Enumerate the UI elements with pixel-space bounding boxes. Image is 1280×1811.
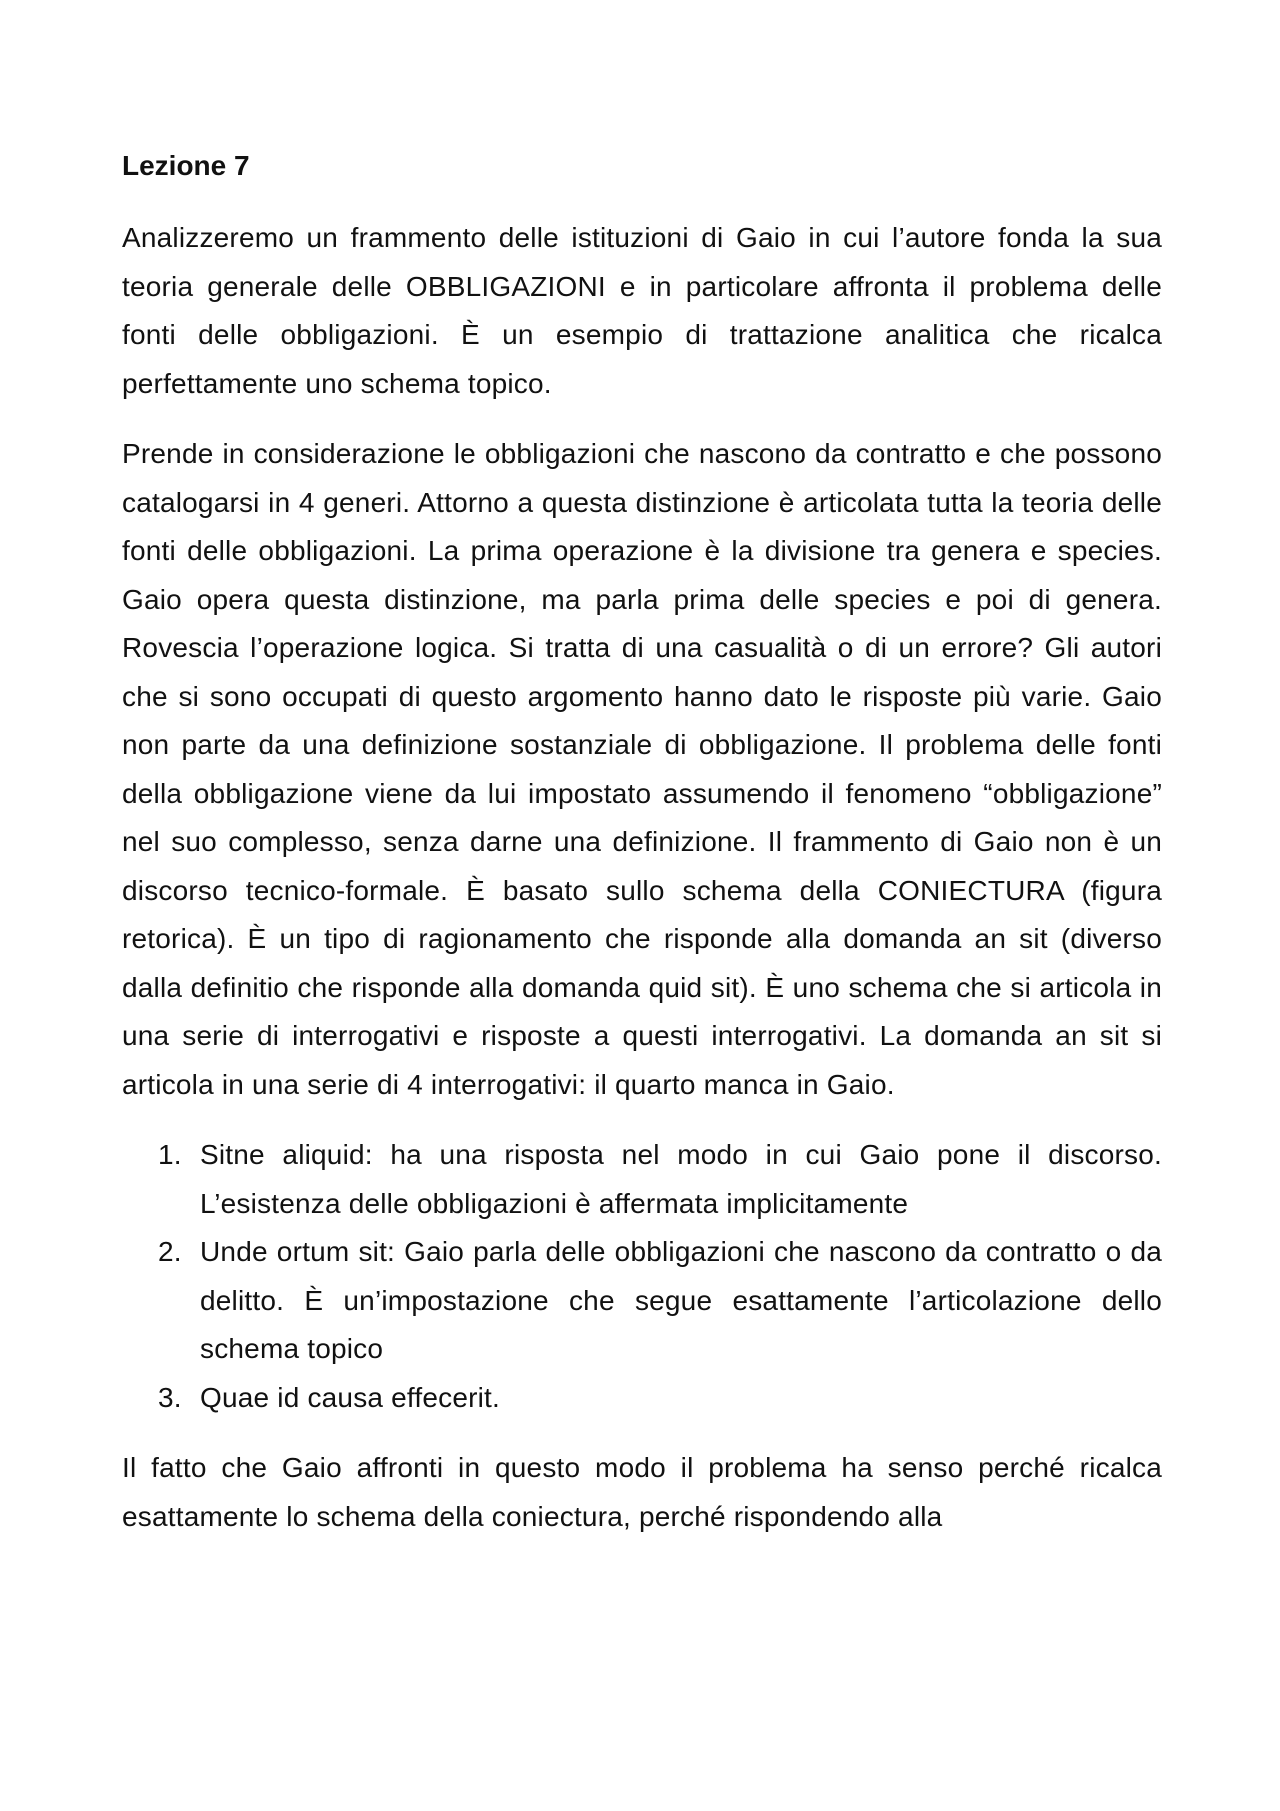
closing-paragraph: Il fatto che Gaio affronti in questo modo il problema ha senso perché ricalca esattamente lo schema della coniectura, perché rispondendo alla [122, 1452, 1162, 1532]
list-text: Unde ortum sit: Gaio parla delle obbligazioni che nascono da contratto o da delitto. È un’impostazione che segue esattamente l’articolazione dello schema topico [200, 1236, 1162, 1364]
list-item [122, 1228, 1162, 1374]
intro-paragraph: Analizzeremo un frammento delle istituzioni di Gaio in cui l’autore fonda la sua teoria generale delle OBBLIGAZIONI e in particolare affronta il problema delle fonti delle obbligazioni. È un esempio di trattazione analitica che ricalca perfettamente uno schema topico. [122, 222, 1162, 399]
list-number: 2. [158, 1236, 182, 1267]
body-paragraph: Prende in considerazione le obbligazioni che nascono da contratto e che possono catalogarsi in 4 generi. Attorno a questa distinzione è articolata tutta la teoria delle fonti delle obbligazioni. La prima operazione è la divisione tra genera e species. Gaio opera questa distinzione, ma parla prima delle species e poi di genera. Rovescia l’operazione logica. Si tratta di una casualità o di un errore? Gli autori che si sono occupati di questo argomento hanno dato le risposte più varie. Gaio non parte da una definizione sostanziale di obbligazione. Il problema delle fonti della obbligazione viene da lui impostato assumendo il fenomeno “obbligazione” nel suo complesso, senza darne una definizione. Il frammento di Gaio non è un discorso tecnico-formale. È basato sullo schema della CONIECTURA (figura retorica). È un tipo di ragionamento che risponde alla domanda an sit (diverso dalla definitio che risponde alla domanda quid sit). È uno schema che si articola in una serie di interrogativi e risposte a questi interrogativi. La domanda an sit si articola in una serie di 4 interrogativi: il quarto manca in Gaio. [122, 438, 1162, 1100]
list-number: 3. [158, 1381, 182, 1413]
list-number: 1. [158, 1139, 182, 1170]
list-item [122, 1131, 1162, 1228]
list-text: Quae id causa effecerit. [200, 1381, 501, 1413]
document-page [122, 152, 1162, 1563]
interrogatives-list [122, 1131, 1162, 1422]
list-item [122, 1374, 1162, 1423]
list-text: Sitne aliquid: ha una risposta nel modo in cui Gaio pone il discorso. L’esistenza delle obbligazioni è affermata implicitamente [200, 1139, 1162, 1219]
lesson-heading: Lezione 7 [122, 150, 250, 181]
